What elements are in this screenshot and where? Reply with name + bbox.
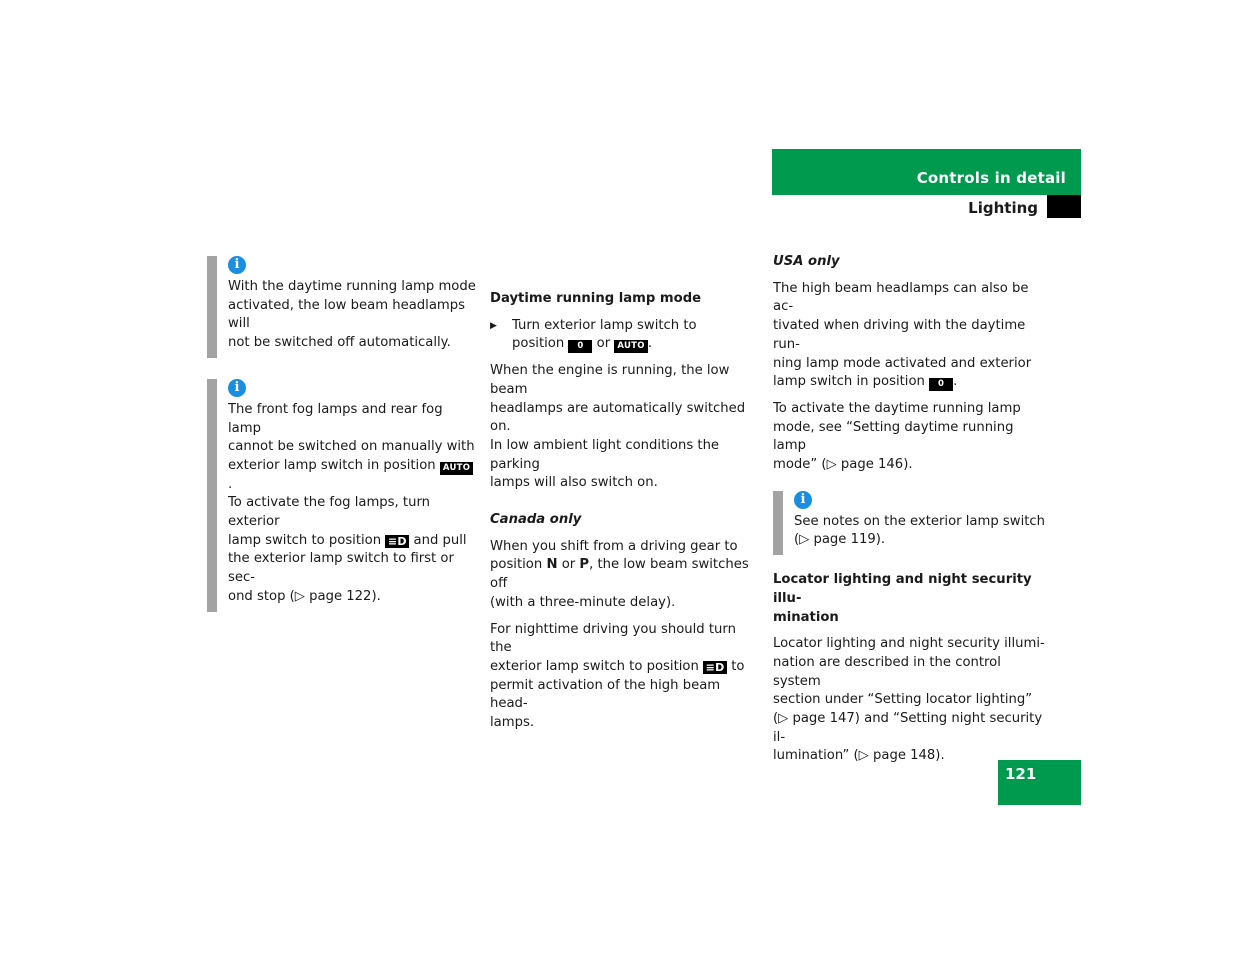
section-header-bar	[772, 149, 1081, 195]
paragraph	[490, 621, 760, 733]
paragraph	[773, 400, 1048, 475]
instruction-step	[490, 317, 760, 354]
para-line: (▷ page 147) and “Setting night security il-	[773, 711, 1043, 745]
info-note-daytime	[207, 256, 477, 358]
note-line: not be switched off automatically.	[228, 335, 451, 351]
note-line: cannot be switched on manually with	[228, 439, 475, 455]
para-line: ning lamp mode activated and exterior	[773, 355, 1032, 371]
page-number-box	[998, 760, 1081, 805]
section-title: Controls in detail	[916, 169, 1066, 187]
note-bar	[207, 379, 217, 612]
para-line: position N or P, the low beam switches off	[490, 557, 749, 592]
para-line: nation are described in the control system	[773, 654, 1001, 689]
note-line: lamp switch to position ≡D and pull	[228, 532, 467, 548]
note-line: ond stop (▷ page 122).	[228, 588, 381, 604]
para-line: For nighttime driving you should turn the	[490, 621, 736, 656]
note-line: The front fog lamps and rear fog lamp	[228, 401, 443, 436]
note-line: activated, the low beam headlamps will	[228, 297, 465, 332]
auto-symbol: AUTO	[614, 340, 647, 353]
para-line: (with a three-minute delay).	[490, 594, 676, 610]
para-line: In low ambient light conditions the parking	[490, 437, 720, 472]
page-number: 121	[1005, 765, 1037, 783]
para-line: mode” (▷ page 146).	[773, 457, 913, 473]
note-line: See notes on the exterior lamp switch	[794, 513, 1046, 529]
left-column	[207, 256, 477, 612]
para-line: lumination” (▷ page 148).	[773, 748, 945, 764]
zero-symbol: 0	[929, 378, 953, 391]
note-bar	[207, 256, 217, 358]
para-line: exterior lamp switch to position ≡D to	[490, 658, 745, 674]
heading-line: Locator lighting and night security illu-	[773, 572, 1032, 606]
paragraph	[773, 635, 1048, 766]
info-icon: i	[794, 491, 812, 509]
zero-symbol: 0	[568, 340, 592, 353]
subsection-title: Lighting	[968, 199, 1038, 217]
paragraph	[773, 280, 1048, 392]
paragraph	[490, 362, 760, 493]
para-line: permit activation of the high beam head-	[490, 677, 721, 712]
note-line: the exterior lamp switch to first or sec-	[228, 551, 454, 586]
info-icon: i	[228, 256, 246, 274]
step-line: position 0 or AUTO .	[512, 336, 653, 352]
heading-line: mination	[773, 609, 839, 625]
para-line: lamps.	[490, 715, 535, 731]
para-line: Locator lighting and night security illumi-	[773, 636, 1045, 652]
para-line: To activate the daytime running lamp	[773, 400, 1021, 416]
para-line: mode, see “Setting daytime running lamp	[773, 419, 1014, 454]
para-line: lamps will also switch on.	[490, 475, 658, 491]
para-line: headlamps are automatically switched on.	[490, 400, 746, 435]
para-line: tivated when driving with the daytime run-	[773, 318, 1026, 352]
info-icon: i	[228, 379, 246, 397]
step-line: Turn exterior lamp switch to	[512, 317, 697, 333]
note-line: (▷ page 119).	[794, 532, 886, 548]
auto-symbol: AUTO	[440, 462, 473, 475]
heading-locator-lighting	[773, 571, 1048, 627]
paragraph	[490, 538, 760, 613]
high-beam-symbol: ≡D	[703, 661, 727, 674]
bullet-arrow-icon: ▶	[490, 320, 497, 331]
info-note-lamp-switch	[773, 491, 1048, 555]
heading-daytime-running-lamp: Daytime running lamp mode	[490, 291, 702, 306]
note-bar	[773, 491, 783, 555]
para-line: When you shift from a driving gear to	[490, 538, 738, 554]
note-line: With the daytime running lamp mode	[228, 279, 476, 294]
para-line: lamp switch in position 0 .	[773, 374, 958, 390]
high-beam-symbol: ≡D	[385, 535, 409, 548]
note-line: To activate the fog lamps, turn exterior	[228, 495, 431, 530]
heading-usa-only: USA only	[773, 254, 840, 269]
right-column	[773, 253, 1048, 766]
note-line: exterior lamp switch in position AUTO.	[228, 457, 477, 494]
heading-canada-only: Canada only	[490, 512, 582, 528]
para-line: section under “Setting locator lighting”	[773, 692, 1033, 708]
subsection-marker-block	[1047, 195, 1081, 218]
para-line: The high beam headlamps can also be ac-	[773, 280, 1029, 315]
para-line: When the engine is running, the low beam	[490, 363, 730, 397]
info-note-fog-lamps	[207, 379, 477, 612]
middle-column	[490, 290, 760, 733]
